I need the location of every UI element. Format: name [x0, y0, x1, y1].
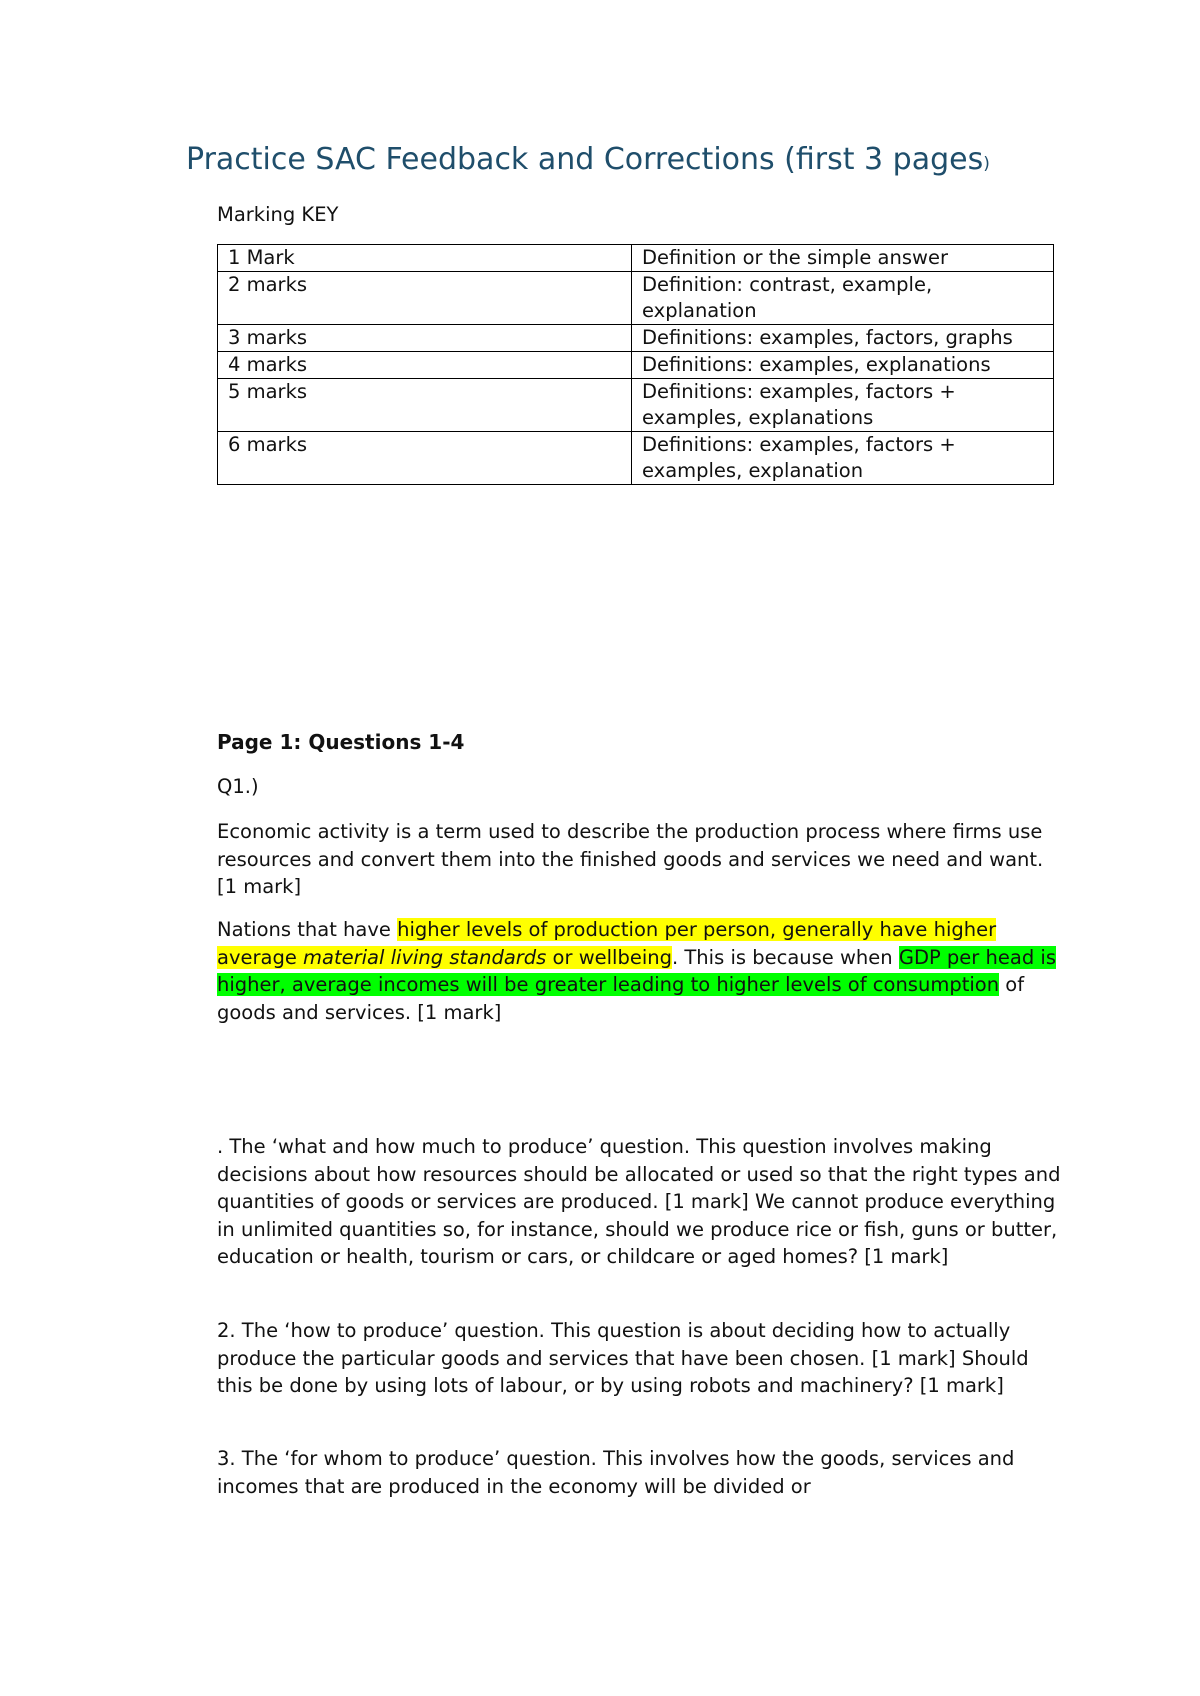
marks-cell: 6 marks: [218, 432, 632, 485]
marks-cell: 4 marks: [218, 352, 632, 379]
marking-key-label: Marking KEY: [217, 203, 339, 226]
question-label: Q1.): [217, 775, 259, 798]
plain-text: Nations that have: [217, 918, 398, 941]
table-row: [218, 379, 1054, 432]
q2-answer-paragraph-3: 3. The ‘for whom to produce’ question. This involves how the goods, services and incomes that are produced in the economy will be divided or: [217, 1447, 1015, 1498]
q1-answer-paragraph-1: Economic activity is a term used to describe the production process where firms use resources and convert them into the finished goods and services we need and want. [1 mark]: [217, 820, 1044, 898]
criteria-cell: Definitions: examples, factors + examples, explanations: [632, 379, 1054, 432]
table-row: [218, 352, 1054, 379]
marks-cell: 2 marks: [218, 272, 632, 325]
italic-term: material living standards: [303, 945, 547, 969]
criteria-cell: Definitions: examples, factors, graphs: [632, 325, 1054, 352]
plain-text: . This is because when: [672, 945, 899, 969]
criteria-cell: Definition or the simple answer: [632, 245, 1054, 272]
table-row: [218, 432, 1054, 485]
table-row: [218, 325, 1054, 352]
criteria-cell: Definition: contrast, example, explanation: [632, 272, 1054, 325]
highlight-text: higher levels of production per person, generally have higher average: [217, 918, 997, 969]
q2-answer-paragraph-2: 2. The ‘how to produce’ question. This question is about deciding how to actually produce the particular goods and services that have been chosen. [1 mark] Should this be done by using lots of labour, or by using robots and machinery? [1 mark]: [217, 1319, 1029, 1397]
page-title: [186, 142, 990, 177]
plain-text: of goods and services. [1 mark]: [217, 973, 1025, 1024]
table-row: [218, 245, 1054, 272]
q1-answer-paragraph-2: [217, 916, 1067, 1026]
marking-key-table: [217, 244, 1054, 485]
marks-cell: 1 Mark: [218, 245, 632, 272]
table-row: [218, 272, 1054, 325]
highlight-text: or wellbeing: [546, 945, 672, 969]
marks-cell: 3 marks: [218, 325, 632, 352]
marks-cell: 5 marks: [218, 379, 632, 432]
green-highlight: GDP per head is higher, average incomes will be greater leading to higher levels of consumption: [217, 945, 1056, 996]
q2-answer-paragraph-1: . The ‘what and how much to produce’ question. This question involves making decisions about how resources should be allocated or used so that the right types and quantities of goods or services are produced. [1 mark] We cannot produce everything in unlimited quantities so, for instance, should we produce rice or fish, guns or butter, education or health, tourism or cars, or childcare or aged homes? [1 mark]: [217, 1135, 1061, 1268]
criteria-cell: Definitions: examples, explanations: [632, 352, 1054, 379]
section-title: Page 1: Questions 1-4: [217, 730, 465, 754]
criteria-cell: Definitions: examples, factors + examples, explanation: [632, 432, 1054, 485]
page-title-text: Practice SAC Feedback and Corrections (first 3 pages: [186, 142, 984, 177]
page-title-close-paren: ): [983, 154, 990, 174]
